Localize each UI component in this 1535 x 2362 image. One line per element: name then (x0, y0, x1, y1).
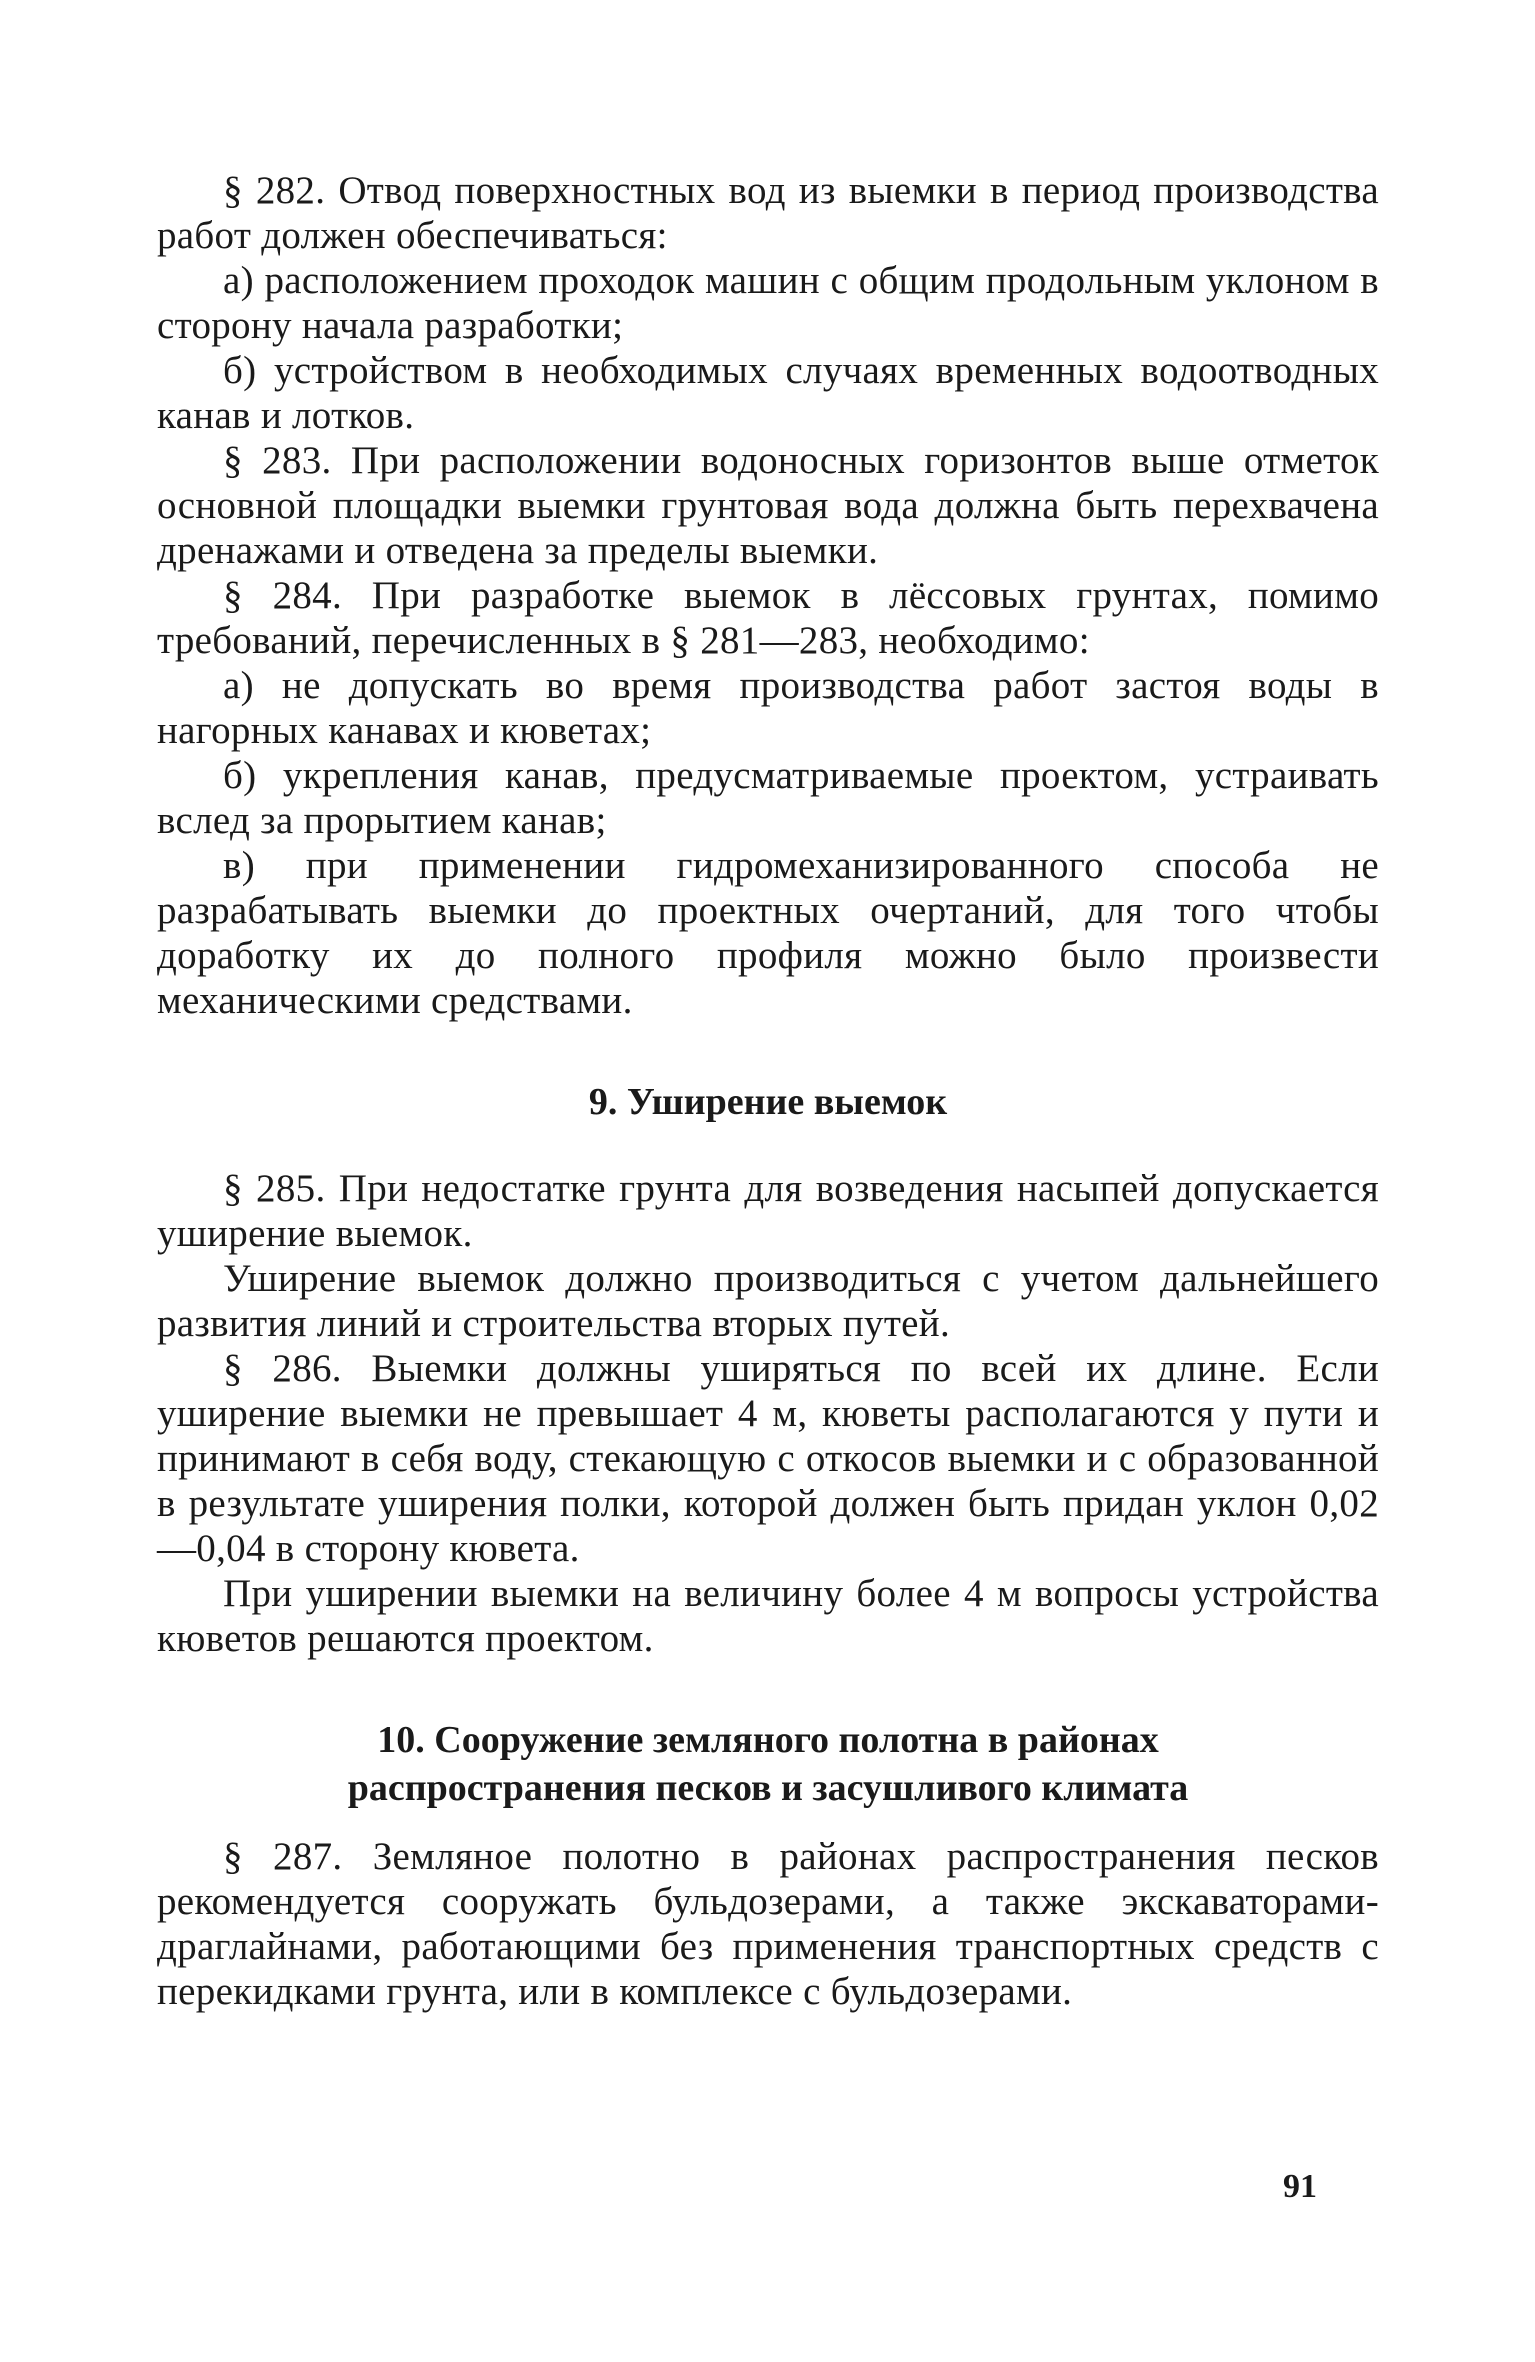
paragraph-284-b: б) укрепления канав, предусматриваемые проектом, устраивать вслед за прорытием канав; (157, 754, 1379, 842)
paragraph-287: § 287. Земляное полотно в районах распространения песков рекомендуется сооружать бульдозерами, а также экскаваторами-драглайнами, работающими без применения транспортных средств с перекидками грунта, или в комплексе с бульдозерами. (157, 1835, 1379, 2013)
paragraph-284: § 284. При разработке выемок в лёссовых грунтах, помимо требований, перечисленных в § 281—283, необходимо: (157, 574, 1379, 662)
section-10-heading-line1: 10. Сооружение земляного полотна в районах (377, 1719, 1159, 1761)
paragraph-285-cont: Уширение выемок должно производиться с учетом дальнейшего развития линий и строительства вторых путей. (157, 1257, 1379, 1345)
paragraph-283: § 283. При расположении водоносных горизонтов выше отметок основной площадки выемки грунтовая вода должна быть перехвачена дренажами и отведена за пределы выемки. (157, 439, 1379, 572)
paragraph-282: § 282. Отвод поверхностных вод из выемки в период производства работ должен обеспечиваться: (157, 169, 1379, 257)
paragraph-284-a: а) не допускать во время производства работ застоя воды в нагорных канавах и кюветах; (157, 664, 1379, 752)
paragraph-286-cont: При уширении выемки на величину более 4 м вопросы устройства кюветов решаются проектом. (157, 1572, 1379, 1660)
paragraph-286: § 286. Выемки должны уширяться по всей их длине. Если уширение выемки не превышает 4 м, кюветы располагаются у пути и принимают в себя воду, стекающую с откосов выемки и с образованной в результате уширения полки, которой должен быть придан уклон 0,02—0,04 в сторону кювета. (157, 1347, 1379, 1570)
paragraph-282-a: а) расположением проходок машин с общим продольным уклоном в сторону начала разработки; (157, 259, 1379, 347)
section-10-heading-line2: распространения песков и засушливого климата (347, 1767, 1189, 1809)
section-9-heading: 9. Уширение выемок (588, 1081, 948, 1123)
book-page (157, 168, 1379, 2208)
paragraph-285: § 285. При недостатке грунта для возведения насыпей допускается уширение выемок. (157, 1167, 1379, 1255)
section-10-heading (157, 1716, 1379, 1812)
paragraph-284-v: в) при применении гидромеханизированного способа не разрабатывать выемки до проектных очертаний, для того чтобы доработку их до полного профиля можно было произвести механическими средствами. (157, 844, 1379, 1022)
page-number: 91 (1283, 2168, 1317, 2205)
paragraph-282-b: б) устройством в необходимых случаях временных водоотводных канав и лотков. (157, 349, 1379, 437)
